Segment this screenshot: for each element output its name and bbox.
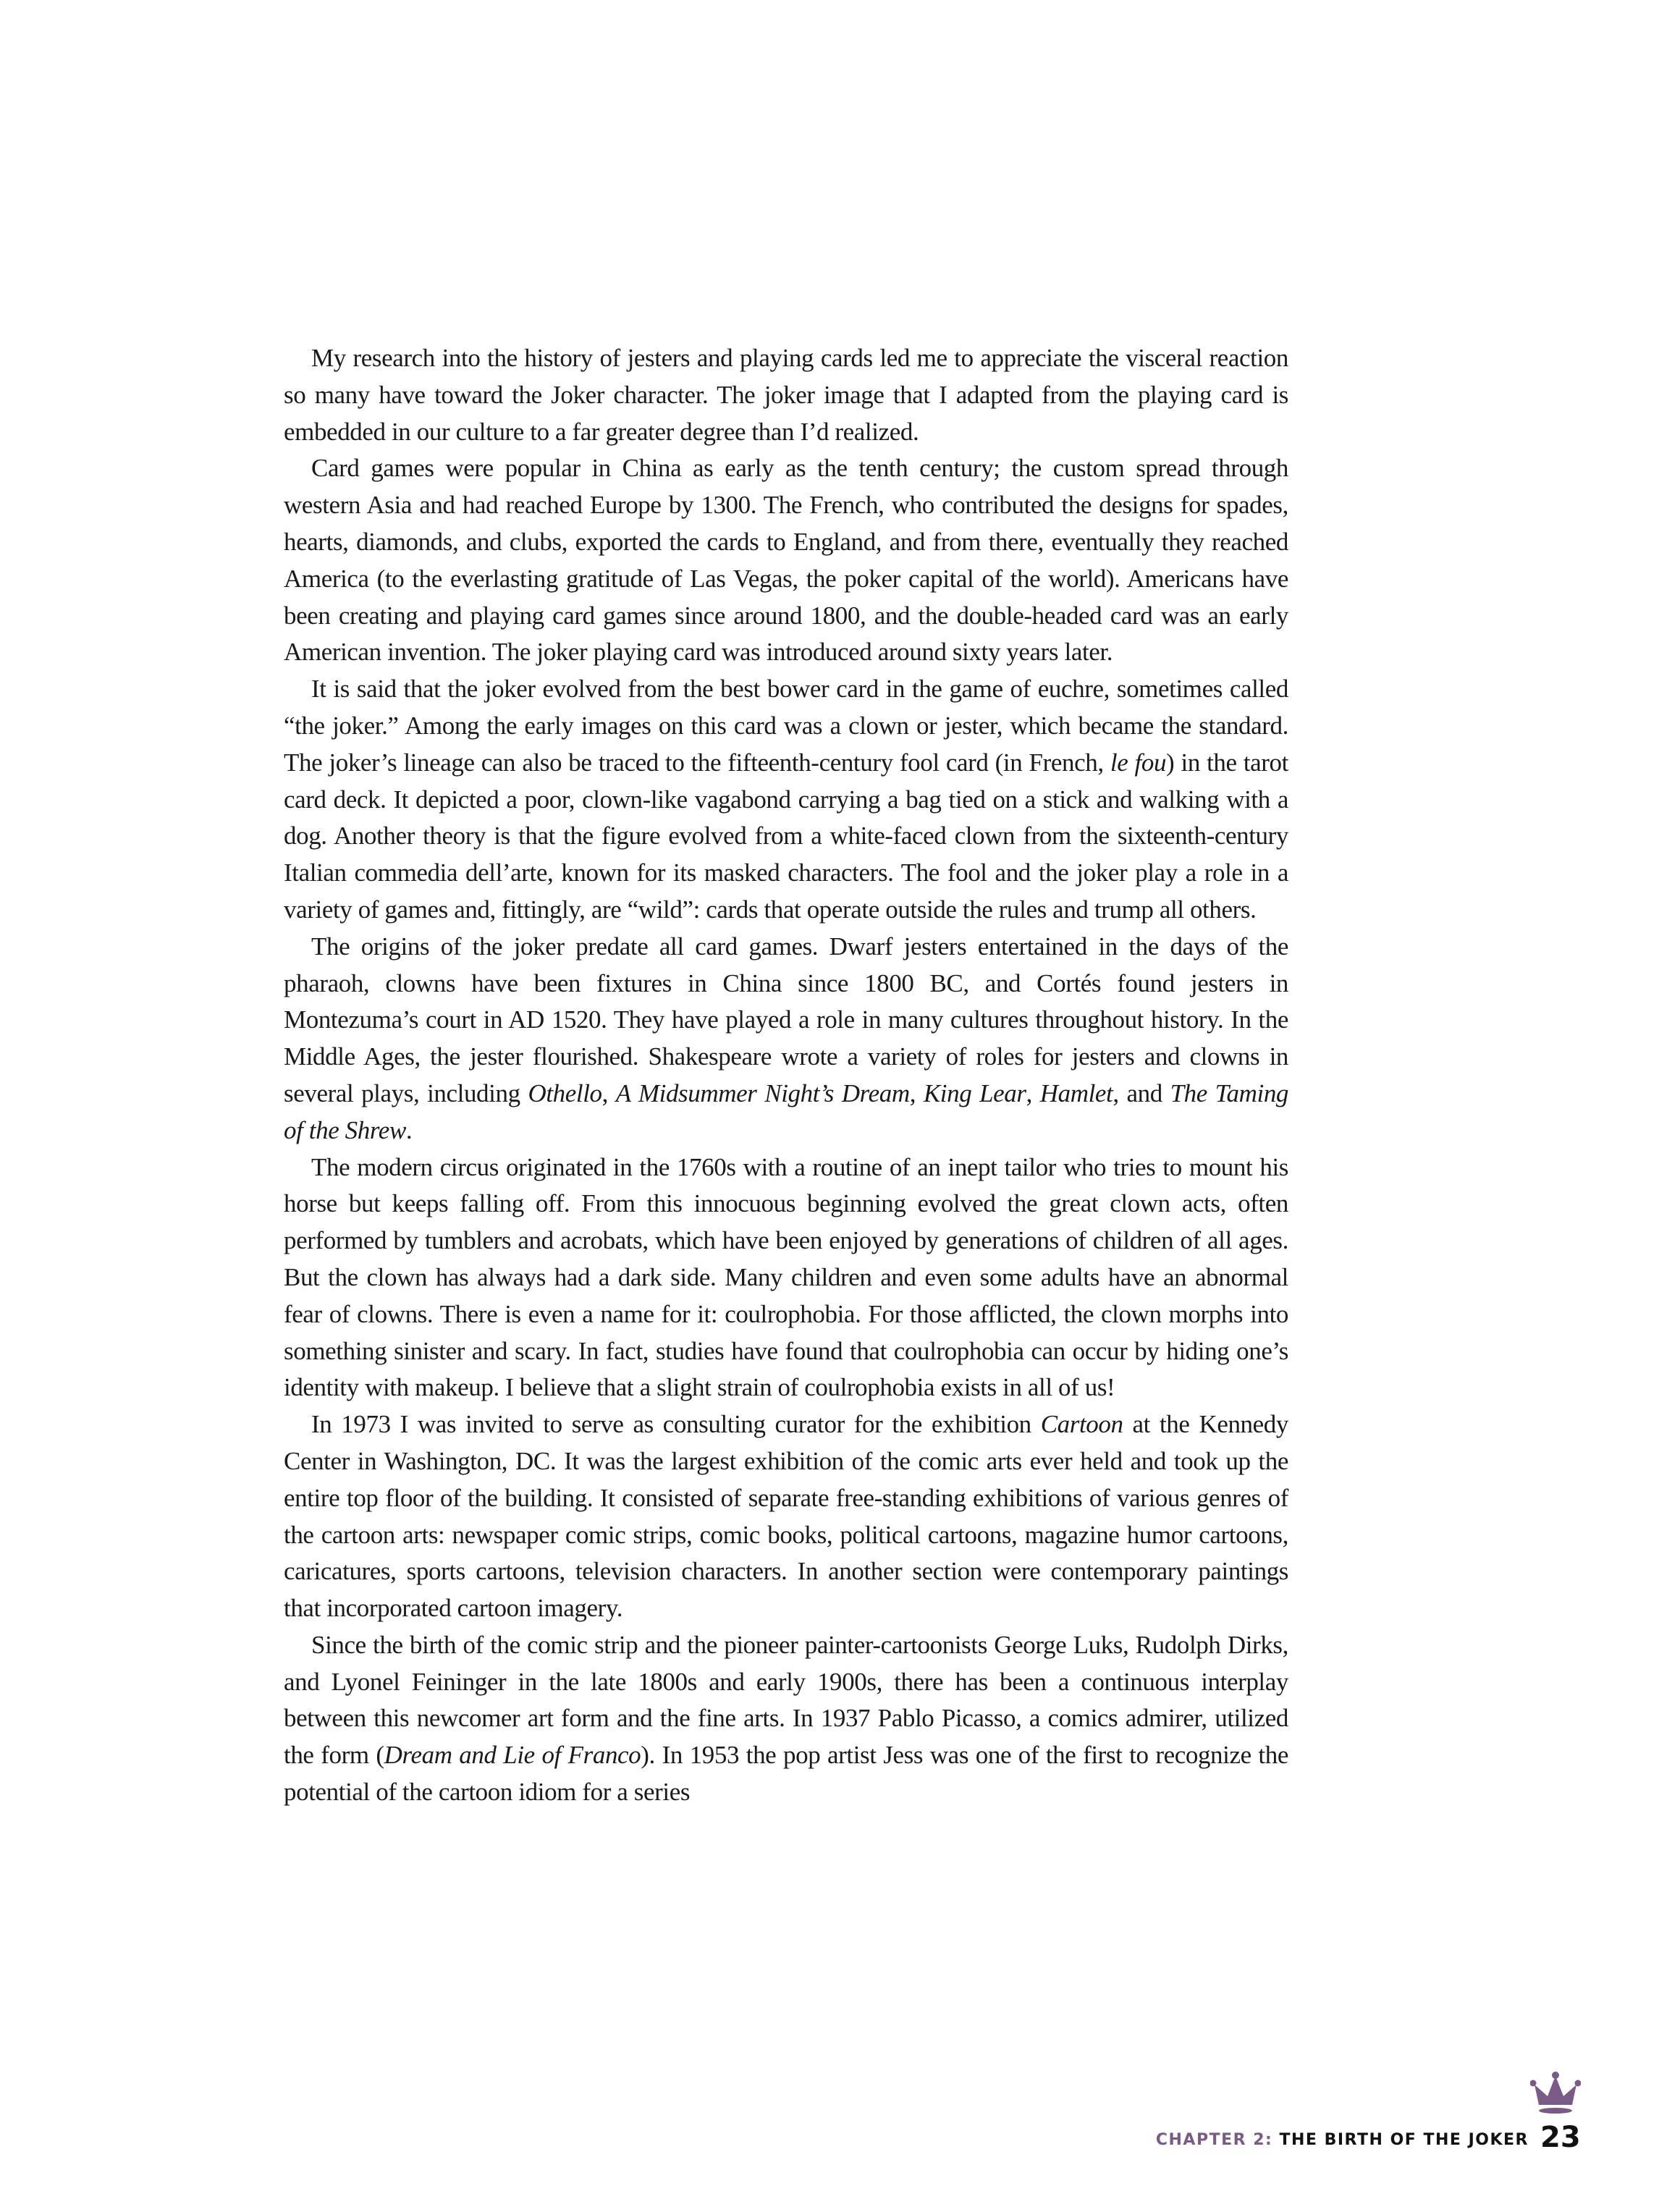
text-run: , and bbox=[1113, 1078, 1170, 1107]
chapter-title: THE BIRTH OF THE JOKER bbox=[1279, 2131, 1529, 2149]
text-run: . bbox=[405, 1115, 413, 1144]
paragraph bbox=[284, 929, 1288, 1149]
text-run: Since the birth of the comic strip and the pioneer painter-cartoonists George Luks, Rudolph Dirks, and Lyonel Feininger in the late 1800s and early 1900s, there has been a continuous interplay between this newcomer art form and the fine arts. In 1937 Pablo Picasso, a comics admirer, utilized the form ( bbox=[284, 1630, 1288, 1770]
italic-title: Dream and Lie of Franco bbox=[384, 1741, 641, 1770]
text-run: , bbox=[909, 1078, 924, 1107]
italic-title: Othello bbox=[528, 1078, 602, 1107]
chapter-label: CHAPTER 2: bbox=[1155, 2131, 1273, 2149]
text-run: In 1973 I was invited to serve as consulting curator for the exhibition bbox=[311, 1410, 1041, 1439]
jester-crown-icon bbox=[1530, 2072, 1581, 2116]
italic-title: Cartoon bbox=[1040, 1410, 1123, 1439]
text-run: ). In 1953 the pop artist Jess was one of the first to recognize the potential of the cartoon idiom for a series bbox=[284, 1741, 1288, 1807]
italic-title: le fou bbox=[1110, 748, 1167, 777]
paragraph bbox=[284, 671, 1288, 929]
paragraph: Card games were popular in China as early as the tenth century; the custom spread through western Asia and had reached Europe by 1300. The French, who contributed the designs for spades, hearts, diamonds, and clubs, exported the cards to England, and from there, eventually they reached America (to the everlasting gratitude of Las Vegas, the poker capital of the world). Americans have been creating and playing card games since around 1800, and the double-headed card was an early American invention. The joker playing card was introduced around sixty years later. bbox=[284, 454, 1288, 667]
paragraph bbox=[284, 1627, 1288, 1811]
text-run: , bbox=[601, 1078, 616, 1107]
text-run: ) in the tarot card deck. It depicted a poor, clown-like vagabond carrying a bag tied on a stick and walking with a dog. Another theory is that the figure evolved from a white-faced clown from the sixteenth-century Italian commedia dell’arte, known for its masked characters. The fool and the joker play a role in a variety of games and, fittingly, are “wild”: cards that operate outside the rules and trump all others. bbox=[284, 748, 1288, 924]
paragraph: My research into the history of jesters and playing cards led me to appreciate the visceral reaction so many have toward the Joker character. The joker image that I adapted from the playing card is embedded in our culture to a far greater degree than I’d realized. bbox=[284, 344, 1288, 446]
text-run: , bbox=[1026, 1078, 1040, 1107]
text-run: The origins of the joker predate all card games. Dwarf jesters entertained in the days of the pharaoh, clowns have been fixtures in China since 1800 BC, and Cortés found jesters in Montezuma’s court in AD 1520. They have played a role in many cultures throughout history. In the Middle Ages, the jester flourished. Shakespeare wrote a variety of roles for jesters and clowns in several plays, including bbox=[284, 932, 1288, 1107]
paragraph: The modern circus originated in the 1760s with a routine of an inept tailor who tries to mount his horse but keeps falling off. From this innocuous beginning evolved the great clown acts, often performed by tumblers and acrobats, which have been enjoyed by generations of children of all ages. But the clown has always had a dark side. Many children and even some adults have an abnormal fear of clowns. There is even a name for it: coulrophobia. For those afflicted, the clown morphs into something sinister and scary. In fact, studies have found that coulrophobia can occur by hiding one’s identity with makeup. I believe that a slight strain of coulrophobia exists in all of us! bbox=[284, 1152, 1288, 1402]
running-head bbox=[1156, 2131, 1529, 2149]
paragraph bbox=[284, 1406, 1288, 1627]
italic-title: The Taming of the Shrew bbox=[284, 1078, 1289, 1144]
italic-title: A Midsummer Night’s Dream bbox=[615, 1078, 910, 1107]
page-number: 23 bbox=[1540, 2121, 1581, 2154]
body-text bbox=[284, 340, 1288, 1811]
italic-title: Hamlet bbox=[1039, 1078, 1113, 1107]
italic-title: King Lear bbox=[923, 1078, 1026, 1107]
text-run: It is said that the joker evolved from the best bower card in the game of euchre, sometimes called “the joker.” Among the early images on this card was a clown or jester, which became the standard. The joker’s lineage can also be traced to the fifteenth-century fool card (in French, bbox=[284, 675, 1288, 777]
text-run: at the Kennedy Center in Washington, DC. It was the largest exhibition of the comic arts ever held and took up the entire top floor of the building. It consisted of separate free-standing exhibitions of various genres of the cartoon arts: newspaper comic strips, comic books, political cartoons, magazine humor cartoons, caricatures, sports cartoons, television characters. In another section were contemporary paintings that incorporated cartoon imagery. bbox=[284, 1410, 1288, 1623]
